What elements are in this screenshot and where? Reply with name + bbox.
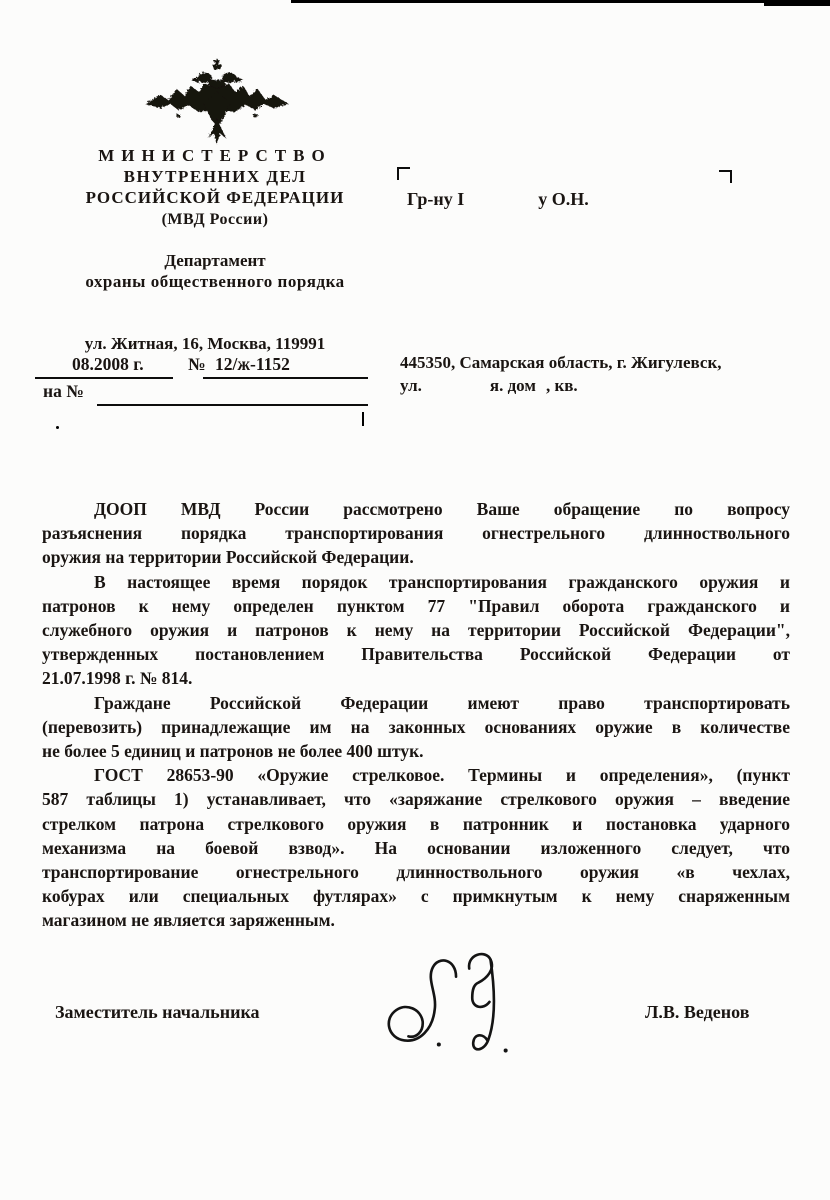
body-line: (перевозить) принадлежащие им на законных основаниях оружие в количестве: [42, 716, 790, 737]
sender-postal-address: ул. Житная, 16, Москва, 119991: [84, 334, 326, 353]
body-line: не более 5 единиц и патронов не более 400 штук.: [42, 741, 424, 762]
reply-number-underline: [97, 404, 368, 406]
ministry-abbreviation: (МВД России): [161, 211, 269, 228]
body-line: механизма на боевой взвод». На основании изложенного следует, что: [42, 837, 790, 858]
body-line: транспортирование огнестрельного длинноствольного оружия «в чехлах,: [42, 862, 790, 883]
body-line: В настоящее время порядок транспортирования гражданского оружия и: [94, 571, 790, 592]
addressee-street-line: [400, 376, 578, 396]
addressee-corner-mark-right: [719, 170, 732, 183]
signer-name: Л.В. Веденов: [645, 1002, 750, 1022]
body-line: служебного оружия и патронов к нему на территории Российской Федерации",: [42, 620, 790, 641]
ministry-name-line: МИНИСТЕРСТВО: [98, 146, 332, 165]
ministry-name-line: ВНУТРЕННИХ ДЕЛ: [123, 167, 307, 186]
body-line: патронов к нему определен пунктом 77 "Правил оборота гражданского и: [42, 595, 790, 616]
scan-artifact-dot: [56, 426, 59, 429]
body-line: Граждане Российской Федерации имеют право транспортировать: [94, 692, 790, 713]
addressee-salutation: Гр-ну I: [407, 189, 465, 209]
scan-artifact-top-corner: [764, 0, 830, 6]
department-name-line: Департамент: [164, 251, 266, 270]
department-name-line: охраны общественного порядка: [85, 272, 345, 291]
signer-position-title: Заместитель начальника: [55, 1002, 260, 1022]
addressee-corner-mark-left: [397, 167, 410, 180]
mvd-eagle-emblem-icon: [142, 58, 292, 148]
addressee-name-line: [407, 189, 589, 210]
body-line: утвержденных постановлением Правительства Российской Федерации от: [42, 644, 790, 665]
scan-artifact-top-bar: [291, 0, 830, 3]
body-text: [42, 497, 790, 933]
number-sign: №: [188, 354, 206, 374]
handwritten-signature: [372, 946, 534, 1068]
letter-date: 08.2008 г.: [72, 354, 144, 374]
body-line: стрелком патрона стрелкового оружия в патронник и постановка ударного: [42, 813, 790, 834]
body-line: ГОСТ 28653-90 «Оружие стрелковое. Термины и определения», (пункт: [94, 765, 790, 786]
body-line: разъяснения порядка транспортирования огнестрельного длинноствольного: [42, 523, 790, 544]
ministry-name-line: РОССИЙСКОЙ ФЕДЕРАЦИИ: [85, 188, 345, 207]
outgoing-number: 12/ж-1152: [215, 354, 290, 374]
apartment-label: , кв.: [545, 376, 578, 395]
body-line: ДООП МВД России рассмотрено Ваше обращение по вопросу: [94, 499, 790, 519]
reply-to-number-label: на №: [43, 381, 84, 401]
street-ending: я. дом: [489, 376, 536, 395]
street-label: ул.: [400, 376, 422, 395]
addressee-name-ending: у О.Н.: [538, 189, 589, 209]
body-line: оружия на территории Российской Федерации.: [42, 547, 414, 568]
body-line: магазином не является заряженным.: [42, 910, 335, 931]
date-underline: [35, 377, 173, 379]
scan-artifact-tick: [362, 412, 364, 426]
addressee-city-line: 445350, Самарская область, г. Жигулевск,: [400, 353, 722, 372]
number-underline: [203, 377, 368, 379]
body-line: 21.07.1998 г. № 814.: [42, 668, 193, 689]
body-line: 587 таблицы 1) устанавливает, что «заряжание стрелкового оружия – введение: [42, 789, 790, 810]
body-line: кобурах или специальных футлярах» с примкнутым к нему снаряженным: [42, 886, 790, 907]
